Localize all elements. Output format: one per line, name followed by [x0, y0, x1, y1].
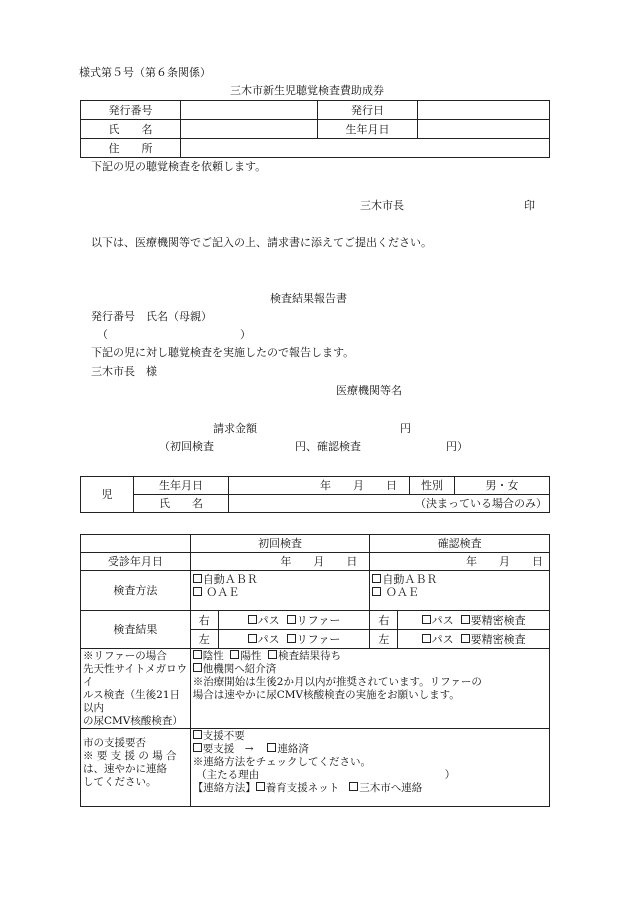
mayor-label: 三木市長	[360, 199, 404, 212]
confirm-left-pass-label: パス	[431, 632, 454, 646]
initial-right-pass-label: パス	[257, 613, 280, 627]
institution-label: 医療機関等名	[336, 384, 402, 397]
initial-left-pass-label: パス	[257, 632, 280, 646]
network-label: 養育支援ネット	[265, 782, 340, 794]
referred-checkbox[interactable]	[193, 663, 202, 672]
confirm-right-detail-checkbox[interactable]	[461, 615, 470, 624]
issue-date-field[interactable]	[418, 101, 550, 120]
initial-left-refer-label: リファー	[296, 632, 341, 646]
reason-open: （主たる理由	[196, 769, 260, 781]
child-sex-label: 性別	[410, 477, 455, 495]
report-title: 検査結果報告書	[270, 292, 347, 305]
confirm-oae-label: ＯＡＥ	[385, 586, 419, 599]
support-line: ※ 要 支 援 の 場 合	[83, 750, 177, 762]
confirm-visit-date[interactable]: 年 月 日	[370, 553, 550, 571]
contacted-label: 連絡済	[277, 743, 309, 755]
no-support-label: 支援不要	[202, 730, 245, 742]
initial-right-refer-label: リファー	[296, 613, 341, 627]
paren-close: ）	[240, 328, 251, 341]
initial-visit-date[interactable]: 年 月 日	[190, 553, 370, 571]
visit-date-label: 受診年月日	[81, 553, 191, 571]
method-label: 検査方法	[81, 571, 191, 611]
report-issue-line: 発行番号 氏名（母親）	[91, 310, 212, 323]
col-initial-header: 初回検査	[190, 535, 370, 553]
negative-checkbox[interactable]	[193, 650, 202, 659]
initial-oae-label: ＯＡＥ	[206, 586, 240, 599]
initial-right-label: 右	[190, 611, 218, 630]
initial-left-pass-checkbox[interactable]	[248, 634, 257, 643]
positive-label: 陽性	[240, 650, 262, 662]
seal-label: 印	[524, 199, 535, 212]
address-label: 住 所	[81, 139, 181, 158]
confirm-abr-checkbox[interactable]	[372, 574, 381, 583]
support-options-cell	[190, 729, 549, 807]
confirm-right-detail-label: 要精密検査	[470, 613, 526, 627]
ticket-table	[80, 100, 550, 158]
result-label: 検査結果	[81, 611, 191, 649]
confirm-left-detail-checkbox[interactable]	[461, 634, 470, 643]
refer-case-line: 先天性サイトメガロウイ	[83, 663, 188, 688]
confirm-left-result	[398, 630, 550, 649]
check-contact-note: ※連絡方法をチェックしてください。	[192, 756, 371, 768]
results-table	[80, 534, 550, 807]
confirm-abr-label: 自動ＡＢＲ	[382, 573, 438, 586]
initial-oae-checkbox[interactable]	[193, 587, 202, 596]
reason-close: ）	[444, 769, 456, 781]
refer-case-line: ルス検査（生後21日以内	[83, 689, 181, 714]
support-cell	[81, 729, 191, 807]
report-statement: 下記の児に対し聴覚検査を実施したので報告します。	[91, 346, 355, 359]
initial-right-result	[218, 611, 370, 630]
request-text: 下記の児の聴覚検査を依頼します。	[91, 160, 267, 173]
support-line: してください。	[83, 776, 157, 788]
confirm-left-detail-label: 要精密検査	[470, 632, 526, 646]
confirm-left-label: 左	[370, 630, 398, 649]
need-support-checkbox[interactable]	[193, 743, 202, 752]
child-name-label: 氏 名	[134, 495, 229, 513]
form-title: 三木市新生児聴覚検査費助成券	[230, 84, 384, 97]
name-field[interactable]	[181, 120, 318, 139]
initial-right-pass-checkbox[interactable]	[248, 615, 257, 624]
support-line: 市の支援要否	[83, 737, 146, 749]
initial-right-refer-checkbox[interactable]	[287, 615, 296, 624]
birth-label: 生年月日	[318, 120, 418, 139]
refer-case-line: ※リファーの場合	[83, 650, 167, 662]
report-addressee: 三木市長 様	[91, 365, 157, 378]
initial-left-label: 左	[190, 630, 218, 649]
treatment-note-2: 場合は速やかに尿CMV核酸検査の実施をお願いします。	[192, 689, 460, 701]
child-birth-value[interactable]: 年 月 日	[229, 477, 410, 495]
treatment-note-1: ※治療開始は生後2か月以内が推奨されています。リファーの	[192, 676, 482, 688]
confirm-right-pass-checkbox[interactable]	[422, 615, 431, 624]
issue-date-label: 発行日	[318, 101, 418, 120]
results-corner	[81, 535, 191, 553]
child-birth-label: 生年月日	[134, 477, 229, 495]
confirm-method-cell	[370, 571, 550, 611]
city-contact-checkbox[interactable]	[349, 782, 358, 791]
issue-no-label: 発行番号	[81, 101, 181, 120]
no-support-checkbox[interactable]	[193, 730, 202, 739]
initial-abr-checkbox[interactable]	[193, 574, 202, 583]
child-name-note[interactable]: （決まっている場合のみ）	[229, 495, 550, 513]
child-sex-value[interactable]: 男・女	[455, 477, 550, 495]
referred-label: 他機関へ紹介済	[202, 663, 277, 675]
confirm-oae-checkbox[interactable]	[372, 587, 381, 596]
negative-label: 陰性	[202, 650, 224, 662]
issue-no-field[interactable]	[181, 101, 318, 120]
initial-left-result	[218, 630, 370, 649]
paren-open: （	[97, 328, 108, 341]
network-checkbox[interactable]	[256, 782, 265, 791]
confirm-right-result	[398, 611, 550, 630]
child-label: 児	[81, 477, 134, 513]
confirm-right-label: 右	[370, 611, 398, 630]
breakdown-initial: （初回検査	[159, 440, 214, 453]
birth-field[interactable]	[418, 120, 550, 139]
positive-checkbox[interactable]	[230, 650, 239, 659]
cmv-result-cell	[190, 649, 549, 729]
support-line: は、速やかに連絡	[83, 763, 167, 775]
instruction-text: 以下は、医療機関等でご記入の上、請求書に添えてご提出ください。	[91, 236, 432, 249]
city-contact-label: 三木市へ連絡	[359, 782, 423, 794]
pending-checkbox[interactable]	[268, 650, 277, 659]
refer-case-cell	[81, 649, 191, 729]
breakdown-close: 円）	[446, 440, 468, 453]
col-confirm-header: 確認検査	[370, 535, 550, 553]
initial-left-refer-checkbox[interactable]	[287, 634, 296, 643]
pending-label: 検査結果待ち	[278, 650, 342, 662]
breakdown-confirm: 円、確認検査	[295, 440, 361, 453]
child-table	[80, 476, 550, 513]
confirm-left-pass-checkbox[interactable]	[422, 634, 431, 643]
initial-method-cell	[190, 571, 370, 611]
form-number: 様式第５号（第６条関係）	[79, 66, 211, 79]
address-field[interactable]	[181, 139, 550, 158]
confirm-right-pass-label: パス	[431, 613, 454, 627]
claim-label: 請求金額	[213, 422, 257, 435]
claim-yen: 円	[400, 422, 411, 435]
refer-case-line: の尿CMV核酸検査）	[83, 715, 183, 727]
need-support-label: 要支援 →	[202, 743, 265, 755]
contact-method-label: 【連絡方法】	[192, 782, 256, 794]
name-label: 氏 名	[81, 120, 181, 139]
initial-abr-label: 自動ＡＢＲ	[202, 573, 258, 586]
contacted-checkbox[interactable]	[267, 743, 276, 752]
